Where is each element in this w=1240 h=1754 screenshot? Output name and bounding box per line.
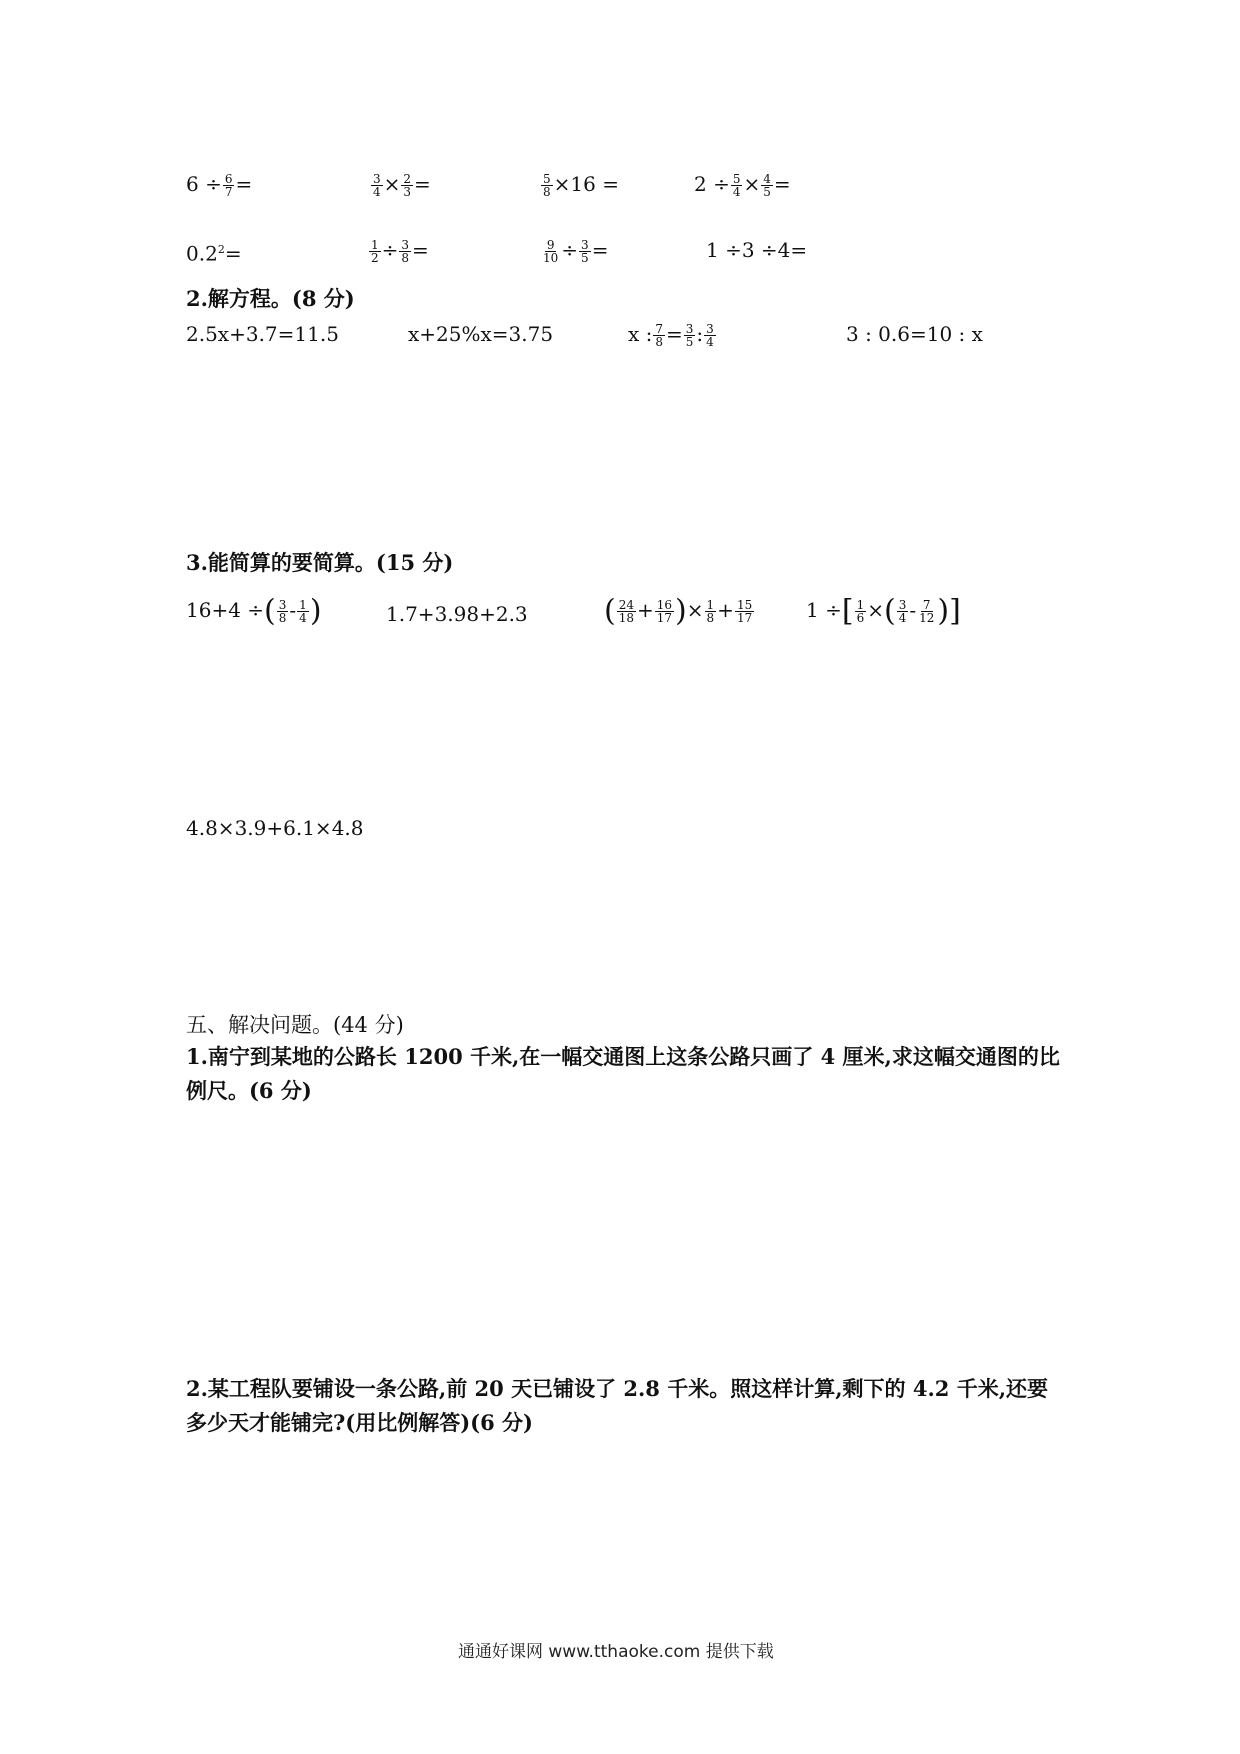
operator: ÷ (561, 238, 579, 262)
numerator: 15 (736, 598, 753, 612)
left-paren: ( (604, 593, 616, 629)
expr-text: 1 ÷3 ÷4= (706, 238, 808, 262)
denominator: 6 (856, 611, 865, 625)
calc-1-3 (540, 172, 619, 198)
numerator: 3 (581, 238, 589, 252)
numerator: 9 (546, 238, 555, 252)
denominator: 5 (685, 335, 694, 349)
expr-text: ×16 = (553, 172, 619, 196)
operator: - (289, 598, 297, 622)
fraction (704, 323, 716, 348)
fraction (541, 239, 560, 264)
denominator: 8 (278, 611, 287, 625)
fraction (705, 599, 717, 624)
calc-1-2 (370, 172, 431, 198)
calc-2-2 (368, 238, 429, 264)
left-paren: ( (264, 593, 276, 629)
equation-2: x+25%x=3.75 (408, 322, 554, 346)
expr-text: x : (628, 322, 653, 346)
operator: × (743, 172, 761, 196)
right-bracket: ] (949, 593, 961, 629)
fraction (369, 239, 381, 264)
numerator: 24 (618, 598, 634, 612)
denominator: 4 (299, 611, 307, 625)
operator: ÷ (381, 238, 399, 262)
numerator: 1 (706, 598, 715, 612)
fraction (223, 173, 235, 198)
expr-text: = (235, 172, 253, 196)
footer-credit: 通通好课网 www.tthaoke.com 提供下载 (458, 1642, 774, 1662)
fraction (855, 599, 867, 624)
operator: : (696, 322, 704, 346)
question-2: 2.某工程队要铺设一条公路,前 20 天已铺设了 2.8 千米。照这样计算,剩下的 4.2 千米,还要多少天才能铺完?(用比例解答)(6 分) (186, 1376, 1049, 1435)
fraction (399, 239, 411, 264)
section-5-title: 五、解决问题。(44 分) (186, 1013, 404, 1037)
calc-simplify-3 (604, 593, 755, 629)
right-paren: ) (937, 593, 950, 629)
expr-text: = (591, 238, 609, 262)
calc-1-1 (186, 172, 252, 198)
numerator: 7 (655, 322, 664, 336)
numerator: 3 (706, 322, 714, 336)
right-paren: ) (675, 593, 687, 629)
denominator: 4 (373, 185, 381, 199)
numerator: 1 (299, 598, 307, 612)
fraction (655, 599, 674, 624)
exponent: 2 (217, 243, 225, 256)
operator: + (717, 598, 734, 622)
numerator: 5 (543, 172, 551, 186)
calc-2-3 (540, 238, 608, 264)
calc-2-1 (186, 238, 242, 266)
expr-text: 6 ÷ (186, 172, 222, 196)
operator: × (686, 598, 704, 622)
fraction (541, 173, 553, 198)
numerator: 7 (922, 598, 931, 612)
left-bracket: [ (841, 593, 854, 629)
denominator: 2 (371, 251, 379, 265)
numerator: 3 (278, 598, 287, 612)
numerator: 3 (685, 322, 694, 336)
numerator: 16 (656, 598, 673, 612)
numerator: 1 (856, 598, 865, 612)
fraction (684, 323, 696, 348)
denominator: 4 (706, 335, 714, 349)
denominator: 17 (736, 611, 753, 625)
numerator: 4 (763, 172, 771, 186)
question-1: 1.南宁到某地的公路长 1200 千米,在一幅交通图上这条公路只画了 4 厘米,求这幅交通图的比例尺。(6 分) (186, 1044, 1060, 1103)
calc-simplify-2: 1.7+3.98+2.3 (386, 602, 528, 626)
operator: - (909, 598, 917, 622)
numerator: 3 (401, 238, 410, 252)
fraction (897, 599, 909, 624)
fraction (731, 173, 743, 198)
denominator: 12 (919, 611, 935, 625)
fraction (917, 599, 936, 624)
denominator: 8 (543, 185, 551, 199)
fraction (617, 599, 636, 624)
calc-simplify-5: 4.8×3.9+6.1×4.8 (186, 816, 364, 840)
expr-text: 2 ÷ (694, 172, 730, 196)
denominator: 4 (898, 611, 907, 625)
section-2-title: 2.解方程。(8 分) (186, 286, 355, 311)
calc-2-4 (706, 238, 807, 262)
calc-simplify-4 (806, 593, 961, 629)
expr-text: = (224, 241, 242, 266)
operator: = (666, 322, 683, 346)
operator: + (637, 598, 654, 622)
fraction (653, 323, 665, 348)
fraction (579, 239, 591, 264)
denominator: 8 (655, 335, 664, 349)
section-3-title: 3.能简算的要简算。(15 分) (186, 550, 454, 575)
numerator: 2 (403, 172, 412, 186)
operator: × (383, 172, 401, 196)
expr-text: 16+4 ÷ (186, 598, 265, 622)
calc-simplify-1 (186, 593, 322, 629)
expr-text: = (414, 172, 431, 196)
denominator: 10 (543, 251, 559, 265)
denominator: 7 (224, 185, 233, 199)
equation-3 (628, 322, 717, 348)
numerator: 1 (371, 238, 379, 252)
expr-text: = (773, 172, 791, 196)
expr-text: 0.2 (186, 241, 218, 266)
fraction (297, 599, 309, 624)
expr-text: 1 ÷ (806, 598, 842, 622)
equation-1: 2.5x+3.7=11.5 (186, 322, 339, 346)
numerator: 5 (732, 172, 741, 186)
fraction (761, 173, 773, 198)
fraction (277, 599, 289, 624)
fraction (401, 173, 413, 198)
numerator: 6 (224, 172, 233, 186)
left-paren: ( (883, 593, 896, 629)
denominator: 18 (618, 611, 634, 625)
denominator: 5 (581, 251, 589, 265)
denominator: 17 (656, 611, 673, 625)
calc-1-4 (694, 172, 791, 198)
denominator: 5 (763, 185, 771, 199)
fraction (371, 173, 383, 198)
fraction (735, 599, 754, 624)
denominator: 8 (706, 611, 715, 625)
equation-4: 3 : 0.6=10 : x (846, 322, 983, 346)
expr-text: = (412, 238, 429, 262)
denominator: 4 (732, 185, 741, 199)
denominator: 8 (401, 251, 410, 265)
numerator: 3 (898, 598, 907, 612)
numerator: 3 (373, 172, 381, 186)
right-paren: ) (309, 593, 322, 629)
denominator: 3 (403, 185, 412, 199)
operator: × (867, 598, 884, 622)
